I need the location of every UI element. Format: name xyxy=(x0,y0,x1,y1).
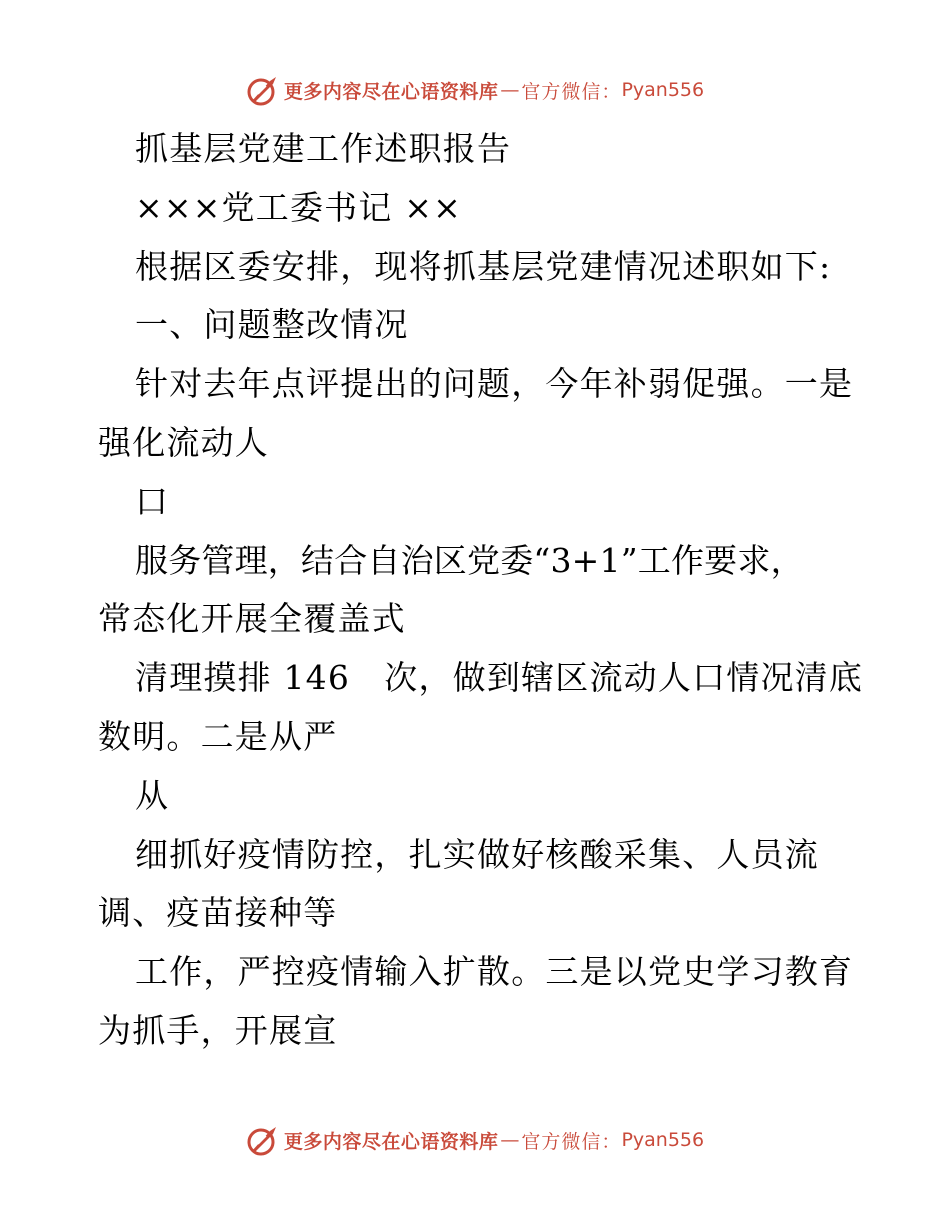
footer-watermark xyxy=(0,1120,950,1160)
doc-line: 针对去年点评提出的问题，今年补弱促强。一是 xyxy=(135,364,854,404)
doc-author: ×××党工委书记 ×× xyxy=(135,187,462,227)
doc-line: 根据区委安排，现将抓基层党建情况述职如下: xyxy=(135,246,832,286)
header-watermark xyxy=(0,70,950,110)
watermark-wechat-id: Pyan556 xyxy=(621,79,705,101)
watermark-dash: — xyxy=(500,1129,520,1151)
doc-line: 从 xyxy=(135,775,170,815)
watermark-wechat-id: Pyan556 xyxy=(621,1129,705,1151)
doc-line: 工作，严控疫情输入扩散。三是以党史学习教育 xyxy=(135,952,854,992)
quill-logo-icon xyxy=(246,1123,280,1157)
watermark-dash: — xyxy=(500,79,520,101)
doc-line: 服务管理，结合自治区党委“3+1”工作要求， xyxy=(135,540,804,580)
doc-line: 为抓手，开展宣 xyxy=(98,1010,338,1050)
watermark-brand: 更多内容尽在心语资料库 xyxy=(283,1130,499,1153)
section-heading: 一、问题整改情况 xyxy=(135,305,409,345)
doc-line: 强化流动人 xyxy=(98,422,269,462)
doc-line: 常态化开展全覆盖式 xyxy=(98,599,406,639)
watermark-brand: 更多内容尽在心语资料库 xyxy=(283,80,499,103)
watermark-wechat-label: 官方微信： xyxy=(521,80,622,103)
doc-line: 口 xyxy=(135,481,170,521)
doc-line: 清理摸排 146 次，做到辖区流动人口情况清底 xyxy=(135,658,864,698)
doc-line: 细抓好疫情防控，扎实做好核酸采集、人员流 xyxy=(135,834,819,874)
document-body xyxy=(98,120,864,1061)
doc-line: 数明。二是从严 xyxy=(98,716,338,756)
doc-title: 抓基层党建工作述职报告 xyxy=(135,129,512,168)
watermark-wechat-label: 官方微信： xyxy=(521,1130,622,1153)
quill-logo-icon xyxy=(246,73,280,107)
doc-line: 调、疫苗接种等 xyxy=(98,893,338,933)
